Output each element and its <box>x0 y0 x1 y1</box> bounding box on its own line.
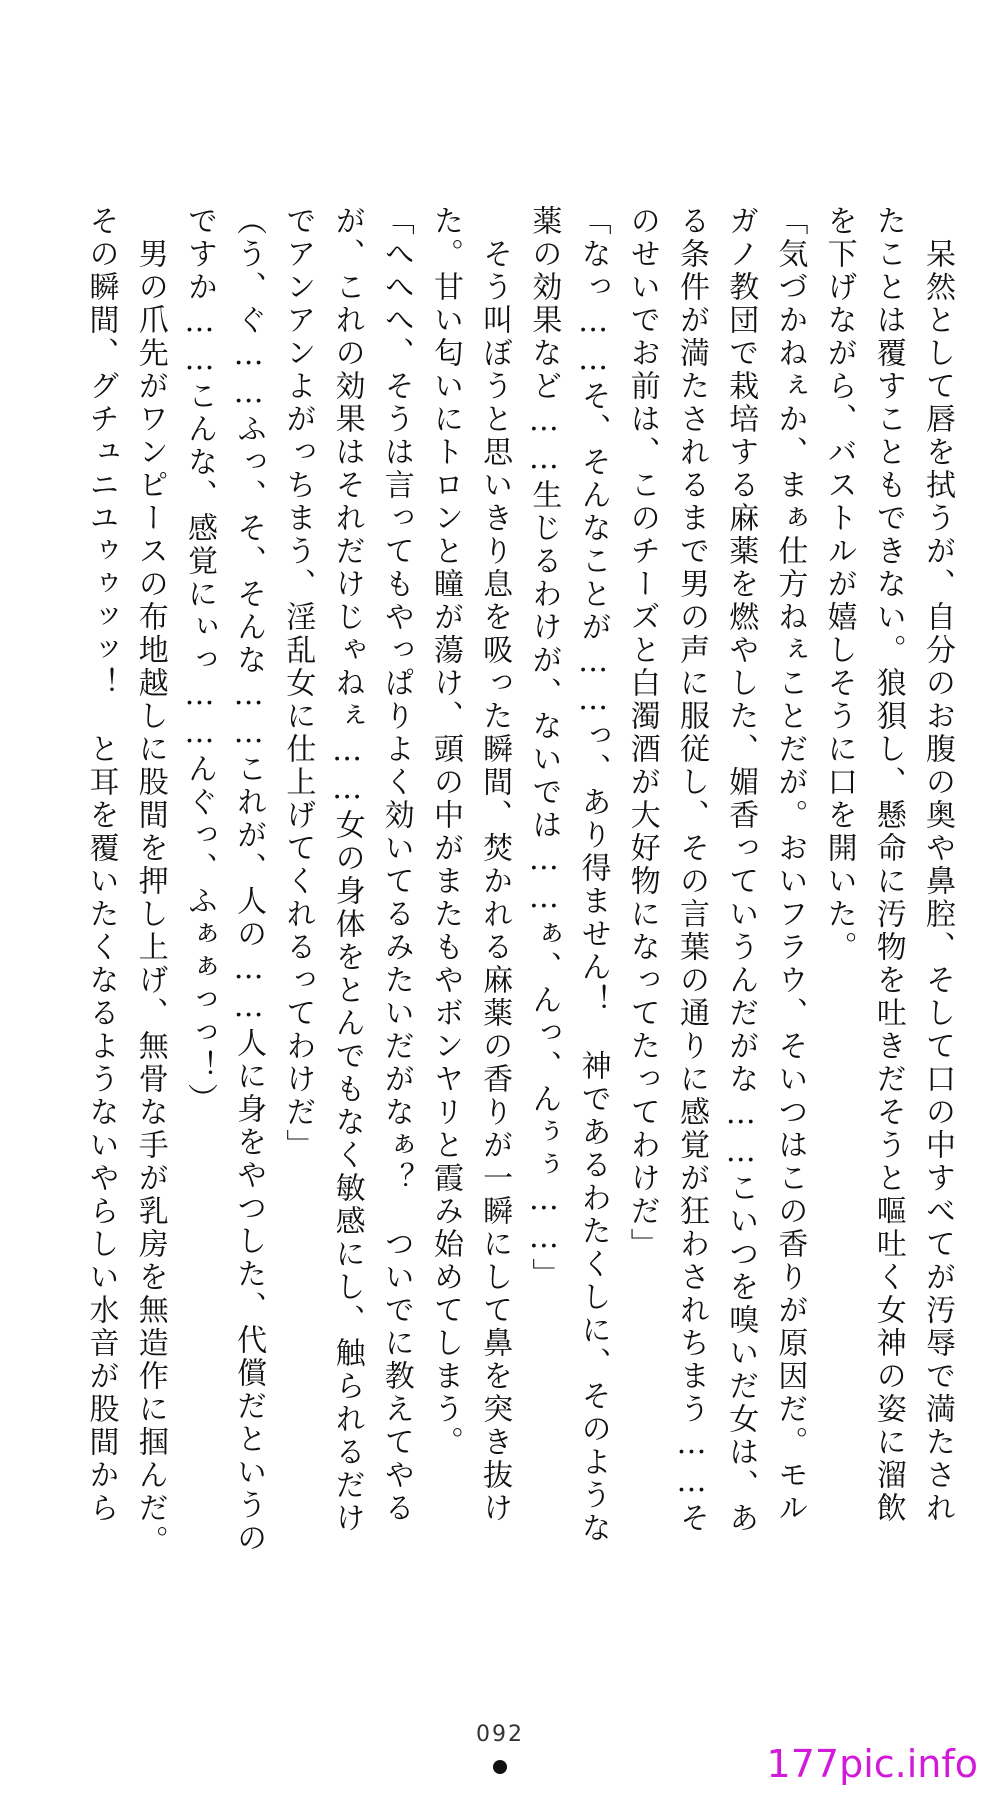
text-line: を下げながら、バストルが嬉しそうに口を開いた。 <box>821 205 857 964</box>
text-line: （う、ぐ……ふっ、そ、そんな……これが、人の……人に身をやつした、代償だというの <box>231 205 267 1555</box>
text-line: のせいでお前は、このチーズと白濁酒が大好物になってたってわけだ」 <box>624 205 660 1261</box>
watermark-text: 177pic.info <box>766 1742 978 1786</box>
text-line: ですか……こんな、感覚にぃっ……んぐっ、ふぁぁっっ！） <box>181 205 217 1116</box>
text-line: た。甘い匂いにトロンと瞳が蕩け、頭の中がまたもやボンヤリと霞み始めてしまう。 <box>427 205 463 1459</box>
text-line: 「なっ……そ、そんなことが……っ、あり得ません！ 神であるわたくしに、そのような <box>575 205 611 1545</box>
text-line: る条件が満たされるまで男の声に服従し、その言葉の通りに感覚が狂わされちまう……そ <box>673 205 709 1535</box>
text-line: 薬の効果など……生じるわけが、ないでは……ぁ、んっ、んぅぅ……」 <box>526 205 562 1291</box>
page-ornament-icon <box>493 1760 507 1774</box>
text-line: でアンアンよがっちまう、淫乱女に仕上げてくれるってわけだ」 <box>280 205 316 1162</box>
vertical-text-block <box>38 205 962 1558</box>
text-line: 呆然として唇を拭うが、自分のお腹の奥や鼻腔、そして口の中すべてが汚辱で満たされ <box>920 205 955 1525</box>
text-line: そう叫ぼうと思いきり息を吸った瞬間、焚かれる麻薬の香りが一瞬にして鼻を突き抜け <box>477 205 513 1525</box>
text-line: が、これの効果はそれだけじゃねぇ……女の身体をとんでもなく敏感にし、触られるだけ <box>329 205 365 1535</box>
text-line: 「気づかねぇか、まぁ仕方ねぇことだが。おいフラウ、そいつはこの香りが原因だ。モル <box>772 205 808 1525</box>
text-line: 男の爪先がワンピースの布地越しに股間を押し上げ、無骨な手が乳房を無造作に掴んだ。 <box>132 205 168 1558</box>
page-number: 092 <box>476 1722 524 1747</box>
text-line: たことは覆すこともできない。狼狽し、懸命に汚物を吐きだそうと嘔吐く女神の姿に溜飲 <box>870 205 906 1525</box>
text-line: 「へへへ、そうは言ってもやっぱりよく効いてるみたいだがなぁ？ ついでに教えてやる <box>378 205 414 1525</box>
text-line: ガノ教団で栽培する麻薬を燃やした、媚香っていうんだがな……こいつを嗅いだ女は、あ <box>723 205 759 1535</box>
text-line: その瞬間、グチュニユゥゥッッ！ と耳を覆いたくなるようないやらしい水音が股間から <box>83 205 119 1525</box>
